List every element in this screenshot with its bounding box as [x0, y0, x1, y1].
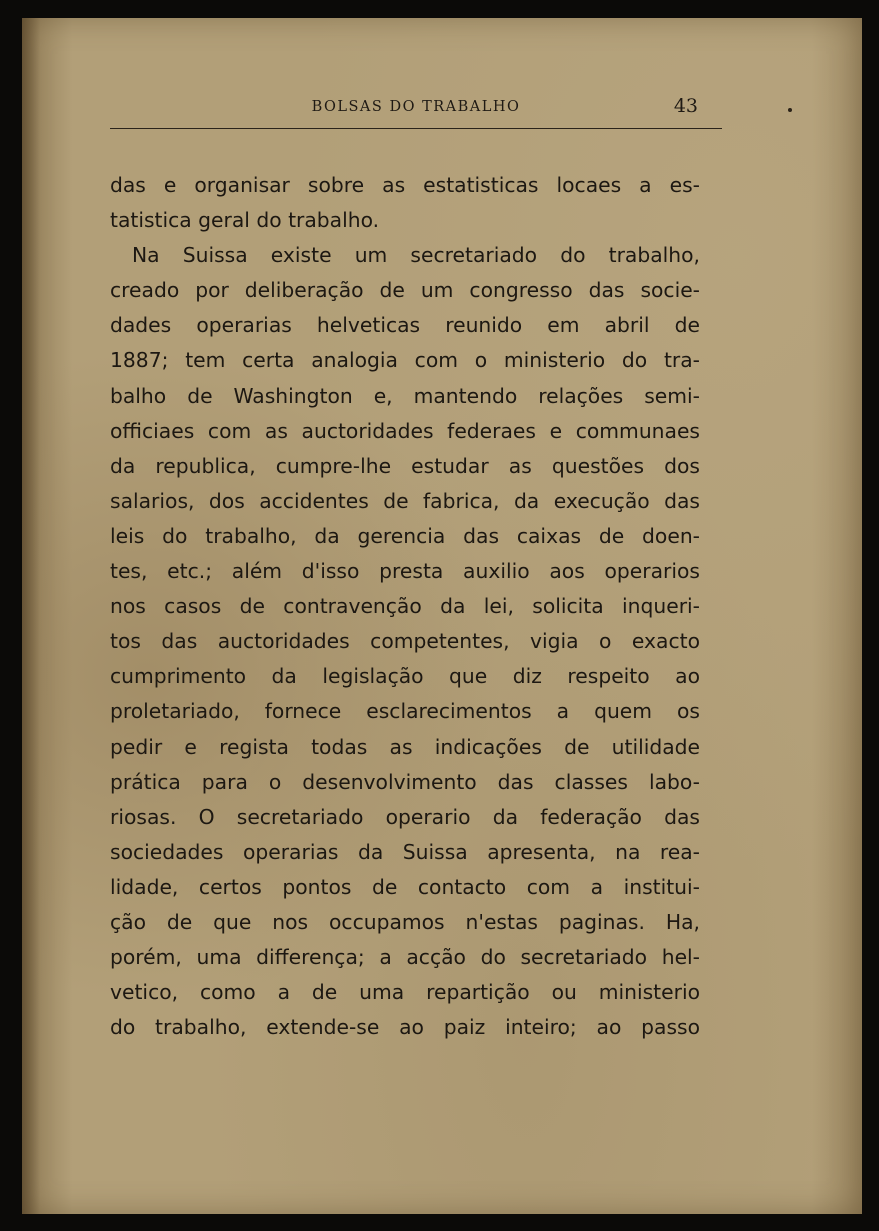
text-line: ção de que nos occupamos n'estas paginas. Ha,: [110, 909, 700, 934]
header-rule: [110, 128, 722, 129]
text-line: proletariado, fornece esclarecimentos a quem os: [110, 699, 700, 724]
text-line: salarios, dos accidentes de fabrica, da execução das: [110, 488, 700, 513]
page-number: 43: [673, 95, 698, 117]
text-line: da republica, cumpre-lhe estudar as questões dos: [110, 453, 700, 478]
page-header: [110, 87, 722, 121]
text-line: tatistica geral do trabalho.: [110, 208, 380, 233]
text-line: officiaes com as auctoridades federaes e communaes: [110, 418, 700, 443]
text-line: do trabalho, extende-se ao paiz inteiro; ao passo: [110, 1015, 700, 1040]
text-line: Na Suissa existe um secretariado do trabalho,: [132, 243, 700, 268]
text-line: prática para o desenvolvimento das classes labo-: [110, 769, 700, 794]
text-line: sociedades operarias da Suissa apresenta, na rea-: [110, 839, 700, 864]
speck-mark: [788, 108, 792, 112]
text-line: riosas. O secretariado operario da federação das: [110, 804, 700, 829]
text-line: vetico, como a de uma repartição ou ministerio: [110, 980, 700, 1005]
text-line: dades operarias helveticas reunido em abril de: [110, 313, 700, 338]
text-line: 1887; tem certa analogia com o ministerio do tra-: [110, 348, 700, 373]
text-line: lidade, certos pontos de contacto com a institui-: [110, 874, 700, 899]
text-line: leis do trabalho, da gerencia das caixas de doen-: [110, 523, 700, 548]
page-gutter-shadow: [22, 18, 40, 1214]
text-line: balho de Washington e, mantendo relações semi-: [110, 383, 700, 408]
text-line: tes, etc.; além d'isso presta auxilio aos operarios: [110, 559, 700, 584]
text-line: porém, uma differença; a acção do secretariado hel-: [110, 945, 700, 970]
text-line: nos casos de contravenção da lei, solicita inqueri-: [110, 594, 700, 619]
text-line: tos das auctoridades competentes, vigia o exacto: [110, 629, 700, 654]
text-line: creado por deliberação de um congresso das socie-: [110, 278, 700, 303]
text-line: cumprimento da legislação que diz respeito ao: [110, 664, 700, 689]
running-title: BOLSAS DO TRABALHO: [311, 99, 521, 115]
text-line: das e organisar sobre as estatisticas locaes a es-: [110, 173, 700, 197]
text-line: pedir e regista todas as indicações de utilidade: [110, 734, 700, 759]
body-text: [110, 168, 700, 1045]
